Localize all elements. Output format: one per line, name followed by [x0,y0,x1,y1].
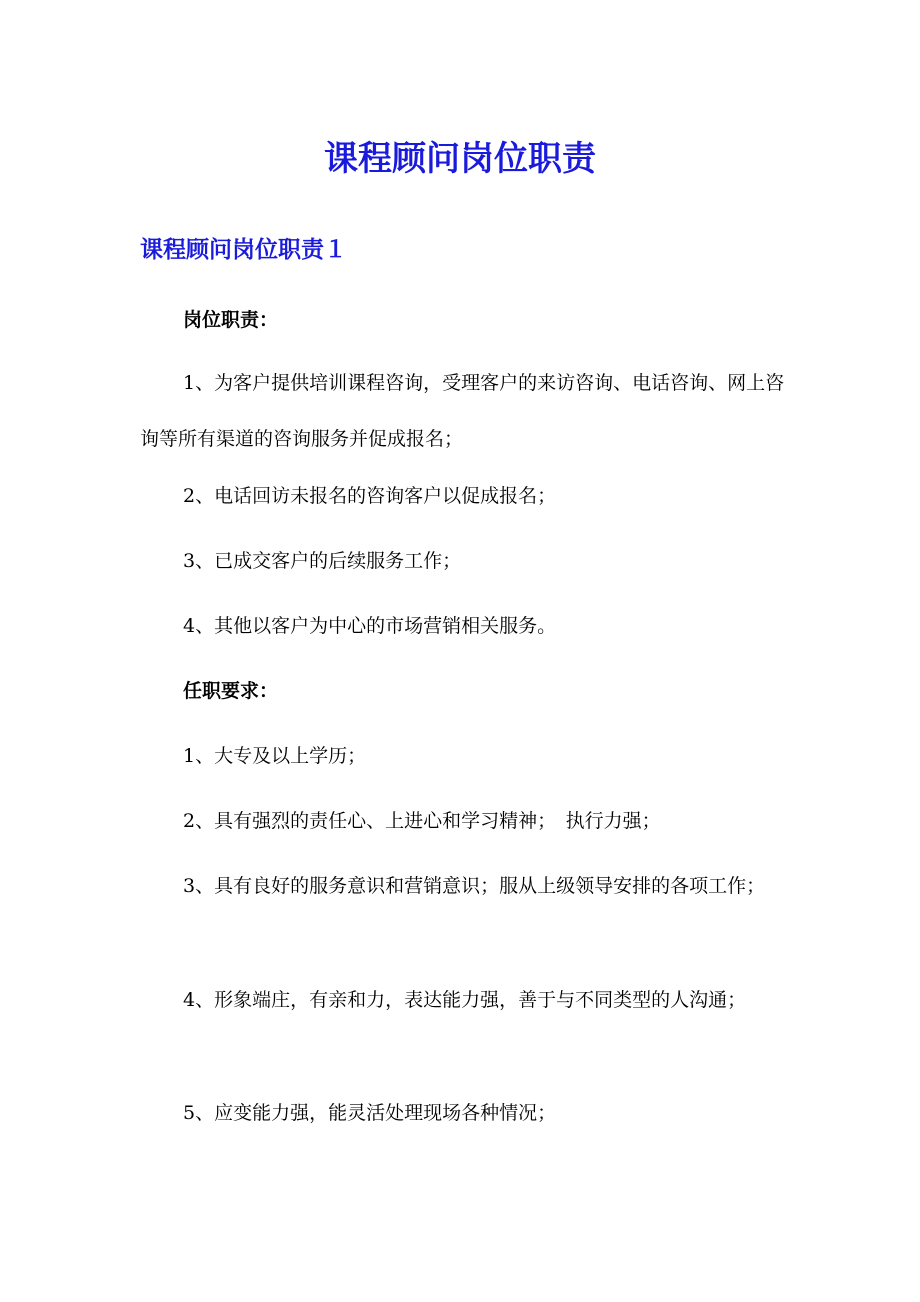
document-title: 课程顾问岗位职责 [324,139,596,179]
requirement-item-3: 3、具有良好的服务意识和营销意识；服从上级领导安排的各项工作； [183,875,766,897]
duty-item-2: 2、电话回访未报名的咨询客户以促成报名； [183,485,557,507]
duty-item-1: 1、为客户提供培训课程咨询，受理客户的来访咨询、电话咨询、网上咨询等所有渠道的咨询服务并促成报名； [140,372,785,450]
requirements-label: 任职要求： [183,680,279,702]
duty-item-4: 4、其他以客户为中心的市场营销相关服务。 [183,615,557,637]
section-heading: 课程顾问岗位职责１ [140,236,347,263]
requirement-item-5: 5、应变能力强，能灵活处理现场各种情况； [183,1102,557,1124]
duties-label: 岗位职责： [183,309,279,331]
requirement-item-1: 1、大专及以上学历； [183,745,367,767]
requirement-item-2: 2、具有强烈的责任心、上进心和学习精神； 执行力强； [183,810,661,832]
requirement-item-4: 4、形象端庄，有亲和力，表达能力强，善于与不同类型的人沟通； [183,989,747,1011]
duty-item-3: 3、已成交客户的后续服务工作； [183,550,462,572]
